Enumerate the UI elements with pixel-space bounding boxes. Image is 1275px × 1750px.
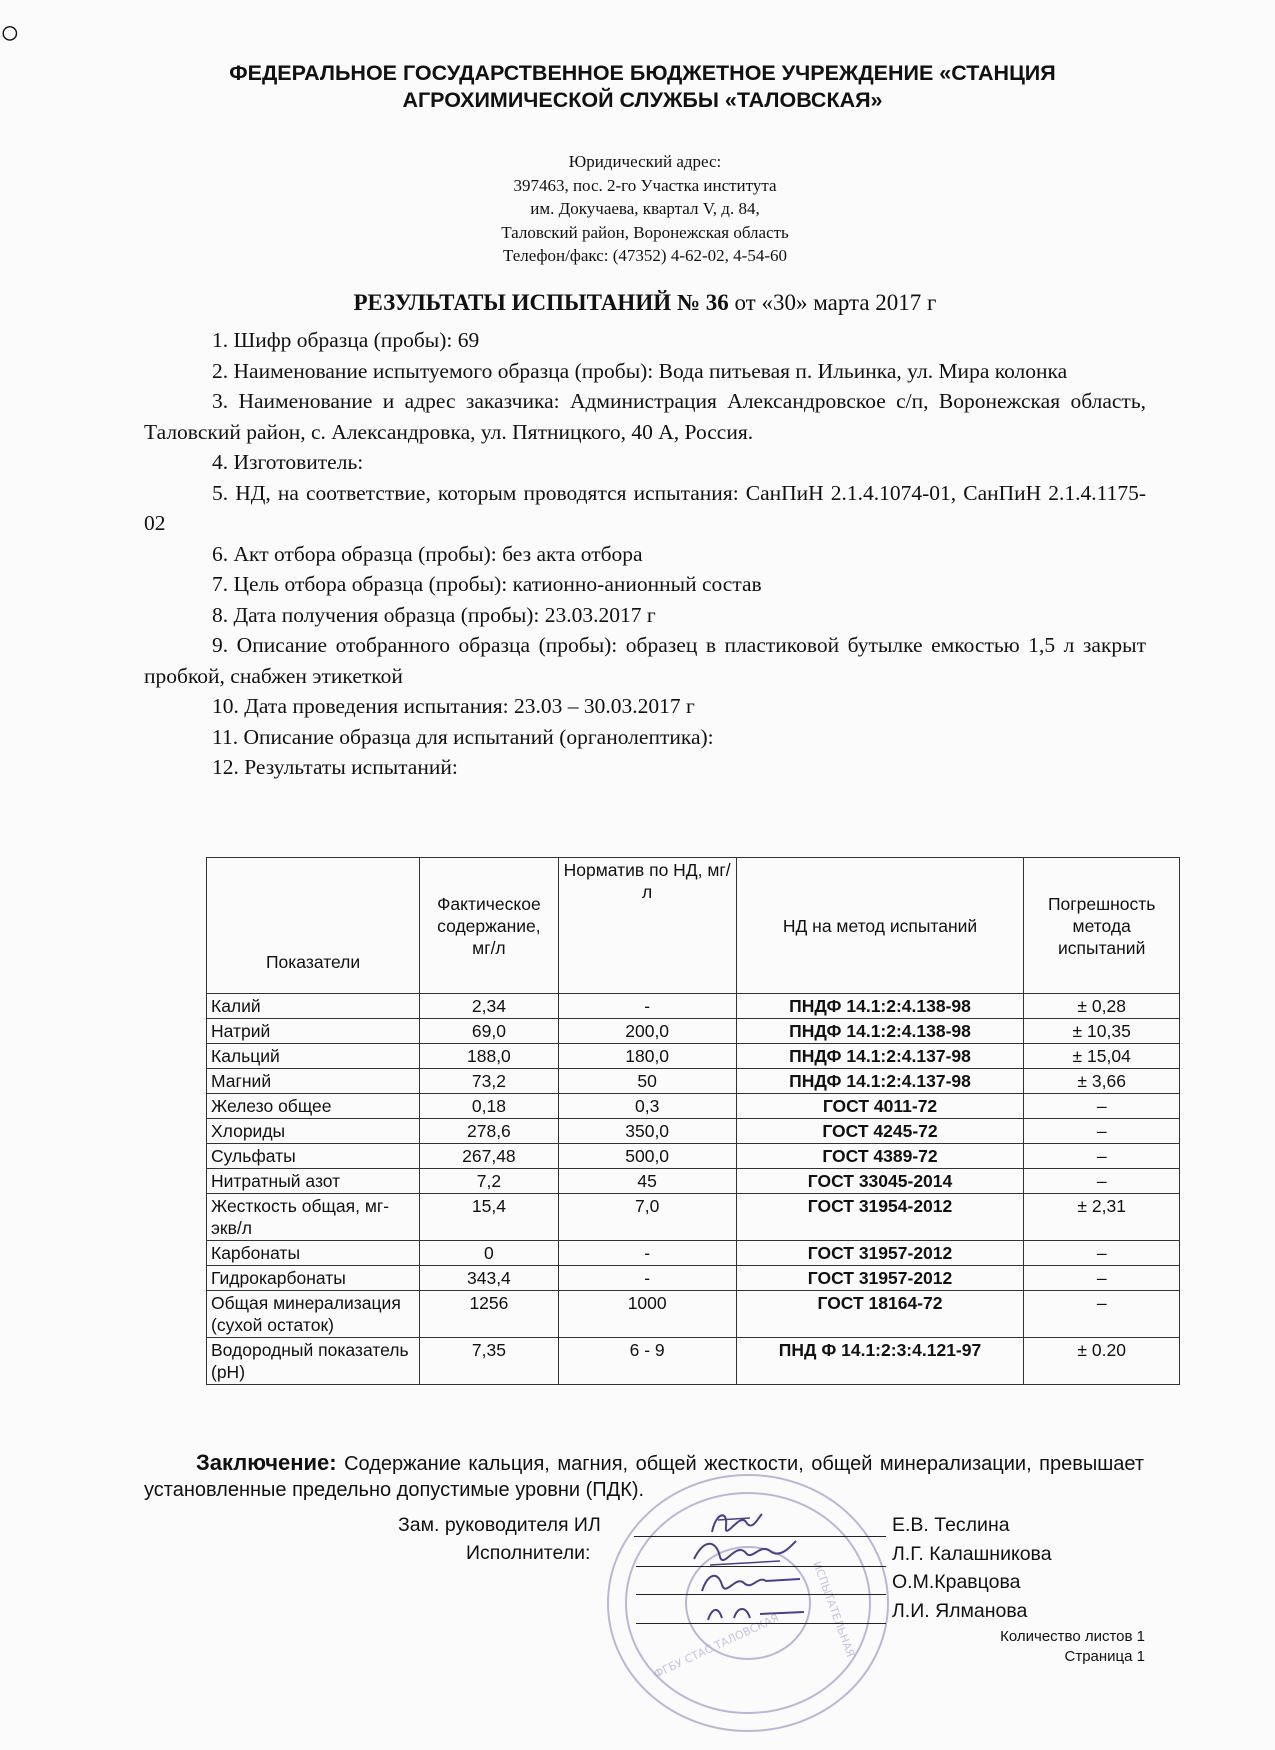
indicator-cell: Нитратный азот xyxy=(207,1169,420,1194)
table-row xyxy=(207,1144,1180,1169)
actual-value-cell: 278,6 xyxy=(420,1119,559,1144)
performer-name: О.М.Кравцова xyxy=(892,1571,1021,1593)
actual-value-cell: 15,4 xyxy=(420,1194,559,1241)
method-cell: ГОСТ 31957-2012 xyxy=(736,1266,1024,1291)
conclusion-text: Содержание кальция, магния, общей жесткости, общей минерализации, превышает установленные предельно допустимые уровни (ПДК). xyxy=(144,1453,1144,1501)
detail-item: 11. Описание образца для испытаний (органолептика): xyxy=(212,724,714,749)
detail-item: 12. Результаты испытаний: xyxy=(212,755,458,779)
table-row xyxy=(207,1169,1180,1194)
method-cell: ПНДФ 14.1:2:4.138-98 xyxy=(736,994,1024,1019)
organization-header xyxy=(130,60,1155,114)
actual-value-cell: 267,48 xyxy=(420,1144,559,1169)
indicator-cell: Натрий xyxy=(207,1019,420,1044)
error-cell: – xyxy=(1024,1169,1180,1194)
norm-value-cell: - xyxy=(558,1266,736,1291)
error-cell: – xyxy=(1024,1241,1180,1266)
title-main: РЕЗУЛЬТАТЫ ИСПЫТАНИЙ № 36 xyxy=(353,290,729,315)
indicator-cell: Жесткость общая, мг-экв/л xyxy=(207,1194,420,1241)
error-cell: – xyxy=(1024,1119,1180,1144)
table-row xyxy=(207,1338,1180,1385)
column-header: Норматив по НД, мг/л xyxy=(558,858,736,994)
actual-value-cell: 73,2 xyxy=(420,1069,559,1094)
title-date: от «30» марта 2017 г xyxy=(728,290,937,315)
error-cell: – xyxy=(1024,1094,1180,1119)
detail-item: 1. Шифр образца (пробы): 69 xyxy=(212,328,480,352)
method-cell: ПНД Ф 14.1:2:3:4.121-97 xyxy=(736,1338,1024,1385)
legal-address xyxy=(0,150,1275,268)
norm-value-cell: 350,0 xyxy=(558,1119,736,1144)
detail-item: 5. НД, на соответствие, которым проводятся испытания: СанПиН 2.1.4.1074-01, СанПиН 2.1.4.1175-02 xyxy=(144,480,1146,535)
norm-value-cell: 7,0 xyxy=(558,1194,736,1241)
detail-item: 2. Наименование испытуемого образца (пробы): Вода питьевая п. Ильинка, ул. Мира колонка xyxy=(212,358,1068,383)
actual-value-cell: 7,35 xyxy=(420,1338,559,1385)
org-line-1: ФЕДЕРАЛЬНОЕ ГОСУДАРСТВЕННОЕ БЮДЖЕТНОЕ УЧРЕЖДЕНИЕ «СТАНЦИЯ xyxy=(229,61,1056,85)
error-cell: ± 15,04 xyxy=(1024,1044,1180,1069)
method-cell: ГОСТ 31957-2012 xyxy=(736,1241,1024,1266)
actual-value-cell: 0 xyxy=(420,1241,559,1266)
norm-value-cell: 180,0 xyxy=(558,1044,736,1069)
sheet-count: Количество листов 1 xyxy=(1000,1628,1145,1645)
performer-name: Л.И. Ялманова xyxy=(892,1600,1028,1622)
table-row xyxy=(207,1044,1180,1069)
actual-value-cell: 188,0 xyxy=(420,1044,559,1069)
method-cell: ПНДФ 14.1:2:4.138-98 xyxy=(736,1019,1024,1044)
method-cell: ГОСТ 4389-72 xyxy=(736,1144,1024,1169)
method-cell: ГОСТ 4011-72 xyxy=(736,1094,1024,1119)
deputy-signature-label: Зам. руководителя ИЛ xyxy=(398,1514,601,1536)
performer-name: Л.Г. Калашникова xyxy=(892,1543,1052,1565)
error-cell: – xyxy=(1024,1144,1180,1169)
error-cell: – xyxy=(1024,1291,1180,1338)
error-cell: ± 0,28 xyxy=(1024,994,1180,1019)
svg-text:ФГБУ СТАС ТАЛОВСКАЯ: ФГБУ СТАС ТАЛОВСКАЯ xyxy=(651,1611,781,1681)
indicator-cell: Кальций xyxy=(207,1044,420,1069)
error-cell: ± 10,35 xyxy=(1024,1019,1180,1044)
results-table xyxy=(206,857,1180,1385)
norm-value-cell: 1000 xyxy=(558,1291,736,1338)
document-title xyxy=(0,290,1275,316)
table-row xyxy=(207,994,1180,1019)
error-cell: ± 2,31 xyxy=(1024,1194,1180,1241)
deputy-name: Е.В. Теслина xyxy=(892,1514,1010,1536)
indicator-cell: Сульфаты xyxy=(207,1144,420,1169)
method-cell: ПНДФ 14.1:2:4.137-98 xyxy=(736,1069,1024,1094)
svg-text:ИСПЫТАТЕЛЬНАЯ: ИСПЫТАТЕЛЬНАЯ xyxy=(810,1559,857,1659)
punch-hole-mark-icon: ◯ xyxy=(2,24,18,40)
norm-value-cell: - xyxy=(558,1241,736,1266)
table-row xyxy=(207,1094,1180,1119)
performer-signature xyxy=(700,1596,810,1628)
detail-item: 9. Описание отобранного образца (пробы): образец в пластиковой бутылке емкостью 1,5 л закрыт пробкой, снабжен этикеткой xyxy=(144,633,1146,688)
norm-value-cell: 6 - 9 xyxy=(558,1338,736,1385)
actual-value-cell: 0,18 xyxy=(420,1094,559,1119)
column-header: Фактическое содержание, мг/л xyxy=(420,858,559,994)
table-row xyxy=(207,1194,1180,1241)
detail-item: 6. Акт отбора образца (пробы): без акта отбора xyxy=(212,541,643,566)
column-header: Погрешность метода испытаний xyxy=(1024,858,1180,994)
sample-details xyxy=(144,325,1146,783)
method-cell: ГОСТ 4245-72 xyxy=(736,1119,1024,1144)
norm-value-cell: 200,0 xyxy=(558,1019,736,1044)
indicator-cell: Железо общее xyxy=(207,1094,420,1119)
conclusion-label: Заключение: xyxy=(196,1450,337,1475)
table-row xyxy=(207,1241,1180,1266)
indicator-cell: Гидрокарбонаты xyxy=(207,1266,420,1291)
table-row xyxy=(207,1291,1180,1338)
table-row xyxy=(207,1266,1180,1291)
actual-value-cell: 343,4 xyxy=(420,1266,559,1291)
address-line: 397463, пос. 2-го Участка института xyxy=(513,175,777,195)
method-cell: ГОСТ 18164-72 xyxy=(736,1291,1024,1338)
address-line: им. Докучаева, квартал V, д. 84, xyxy=(530,199,760,218)
actual-value-cell: 1256 xyxy=(420,1291,559,1338)
detail-item: 7. Цель отбора образца (пробы): катионно-анионный состав xyxy=(212,572,762,596)
norm-value-cell: 45 xyxy=(558,1169,736,1194)
table-row xyxy=(207,1069,1180,1094)
actual-value-cell: 7,2 xyxy=(420,1169,559,1194)
detail-item: 10. Дата проведения испытания: 23.03 – 30.03.2017 г xyxy=(212,694,695,718)
table-body xyxy=(207,994,1180,1385)
org-line-2: АГРОХИМИЧЕСКОЙ СЛУЖБЫ «ТАЛОВСКАЯ» xyxy=(402,88,883,112)
table-row xyxy=(207,1019,1180,1044)
actual-value-cell: 69,0 xyxy=(420,1019,559,1044)
page-number: Страница 1 xyxy=(1064,1648,1145,1665)
indicator-cell: Карбонаты xyxy=(207,1241,420,1266)
indicator-cell: Магний xyxy=(207,1069,420,1094)
indicator-cell: Хлориды xyxy=(207,1119,420,1144)
address-line: Таловский район, Воронежская область xyxy=(501,222,789,242)
error-cell: – xyxy=(1024,1266,1180,1291)
column-header: НД на метод испытаний xyxy=(736,858,1024,994)
error-cell: ± 0.20 xyxy=(1024,1338,1180,1385)
method-cell: ПНДФ 14.1:2:4.137-98 xyxy=(736,1044,1024,1069)
norm-value-cell: 50 xyxy=(558,1069,736,1094)
address-line: Телефон/факс: (47352) 4-62-02, 4-54-60 xyxy=(503,246,787,265)
method-cell: ГОСТ 33045-2014 xyxy=(736,1169,1024,1194)
address-line: Юридический адрес: xyxy=(568,152,722,171)
indicator-cell: Общая минерализация (сухой остаток) xyxy=(207,1291,420,1338)
method-cell: ГОСТ 31954-2012 xyxy=(736,1194,1024,1241)
table-header-row xyxy=(207,858,1180,994)
actual-value-cell: 2,34 xyxy=(420,994,559,1019)
detail-item: 4. Изготовитель: xyxy=(212,450,364,474)
indicator-cell: Калий xyxy=(207,994,420,1019)
indicator-cell: Водородный показатель (рН) xyxy=(207,1338,420,1385)
column-header: Показатели xyxy=(207,858,420,994)
error-cell: ± 3,66 xyxy=(1024,1069,1180,1094)
norm-value-cell: 500,0 xyxy=(558,1144,736,1169)
detail-item: 8. Дата получения образца (пробы): 23.03.2017 г xyxy=(212,602,656,627)
norm-value-cell: - xyxy=(558,994,736,1019)
norm-value-cell: 0,3 xyxy=(558,1094,736,1119)
performers-label: Исполнители: xyxy=(466,1542,591,1564)
table-row xyxy=(207,1119,1180,1144)
detail-item: 3. Наименование и адрес заказчика: Администрация Александровское с/п, Воронежская область, Таловский район, с. Александровка, ул. Пятницкого, 40 А, Россия. xyxy=(144,389,1146,444)
